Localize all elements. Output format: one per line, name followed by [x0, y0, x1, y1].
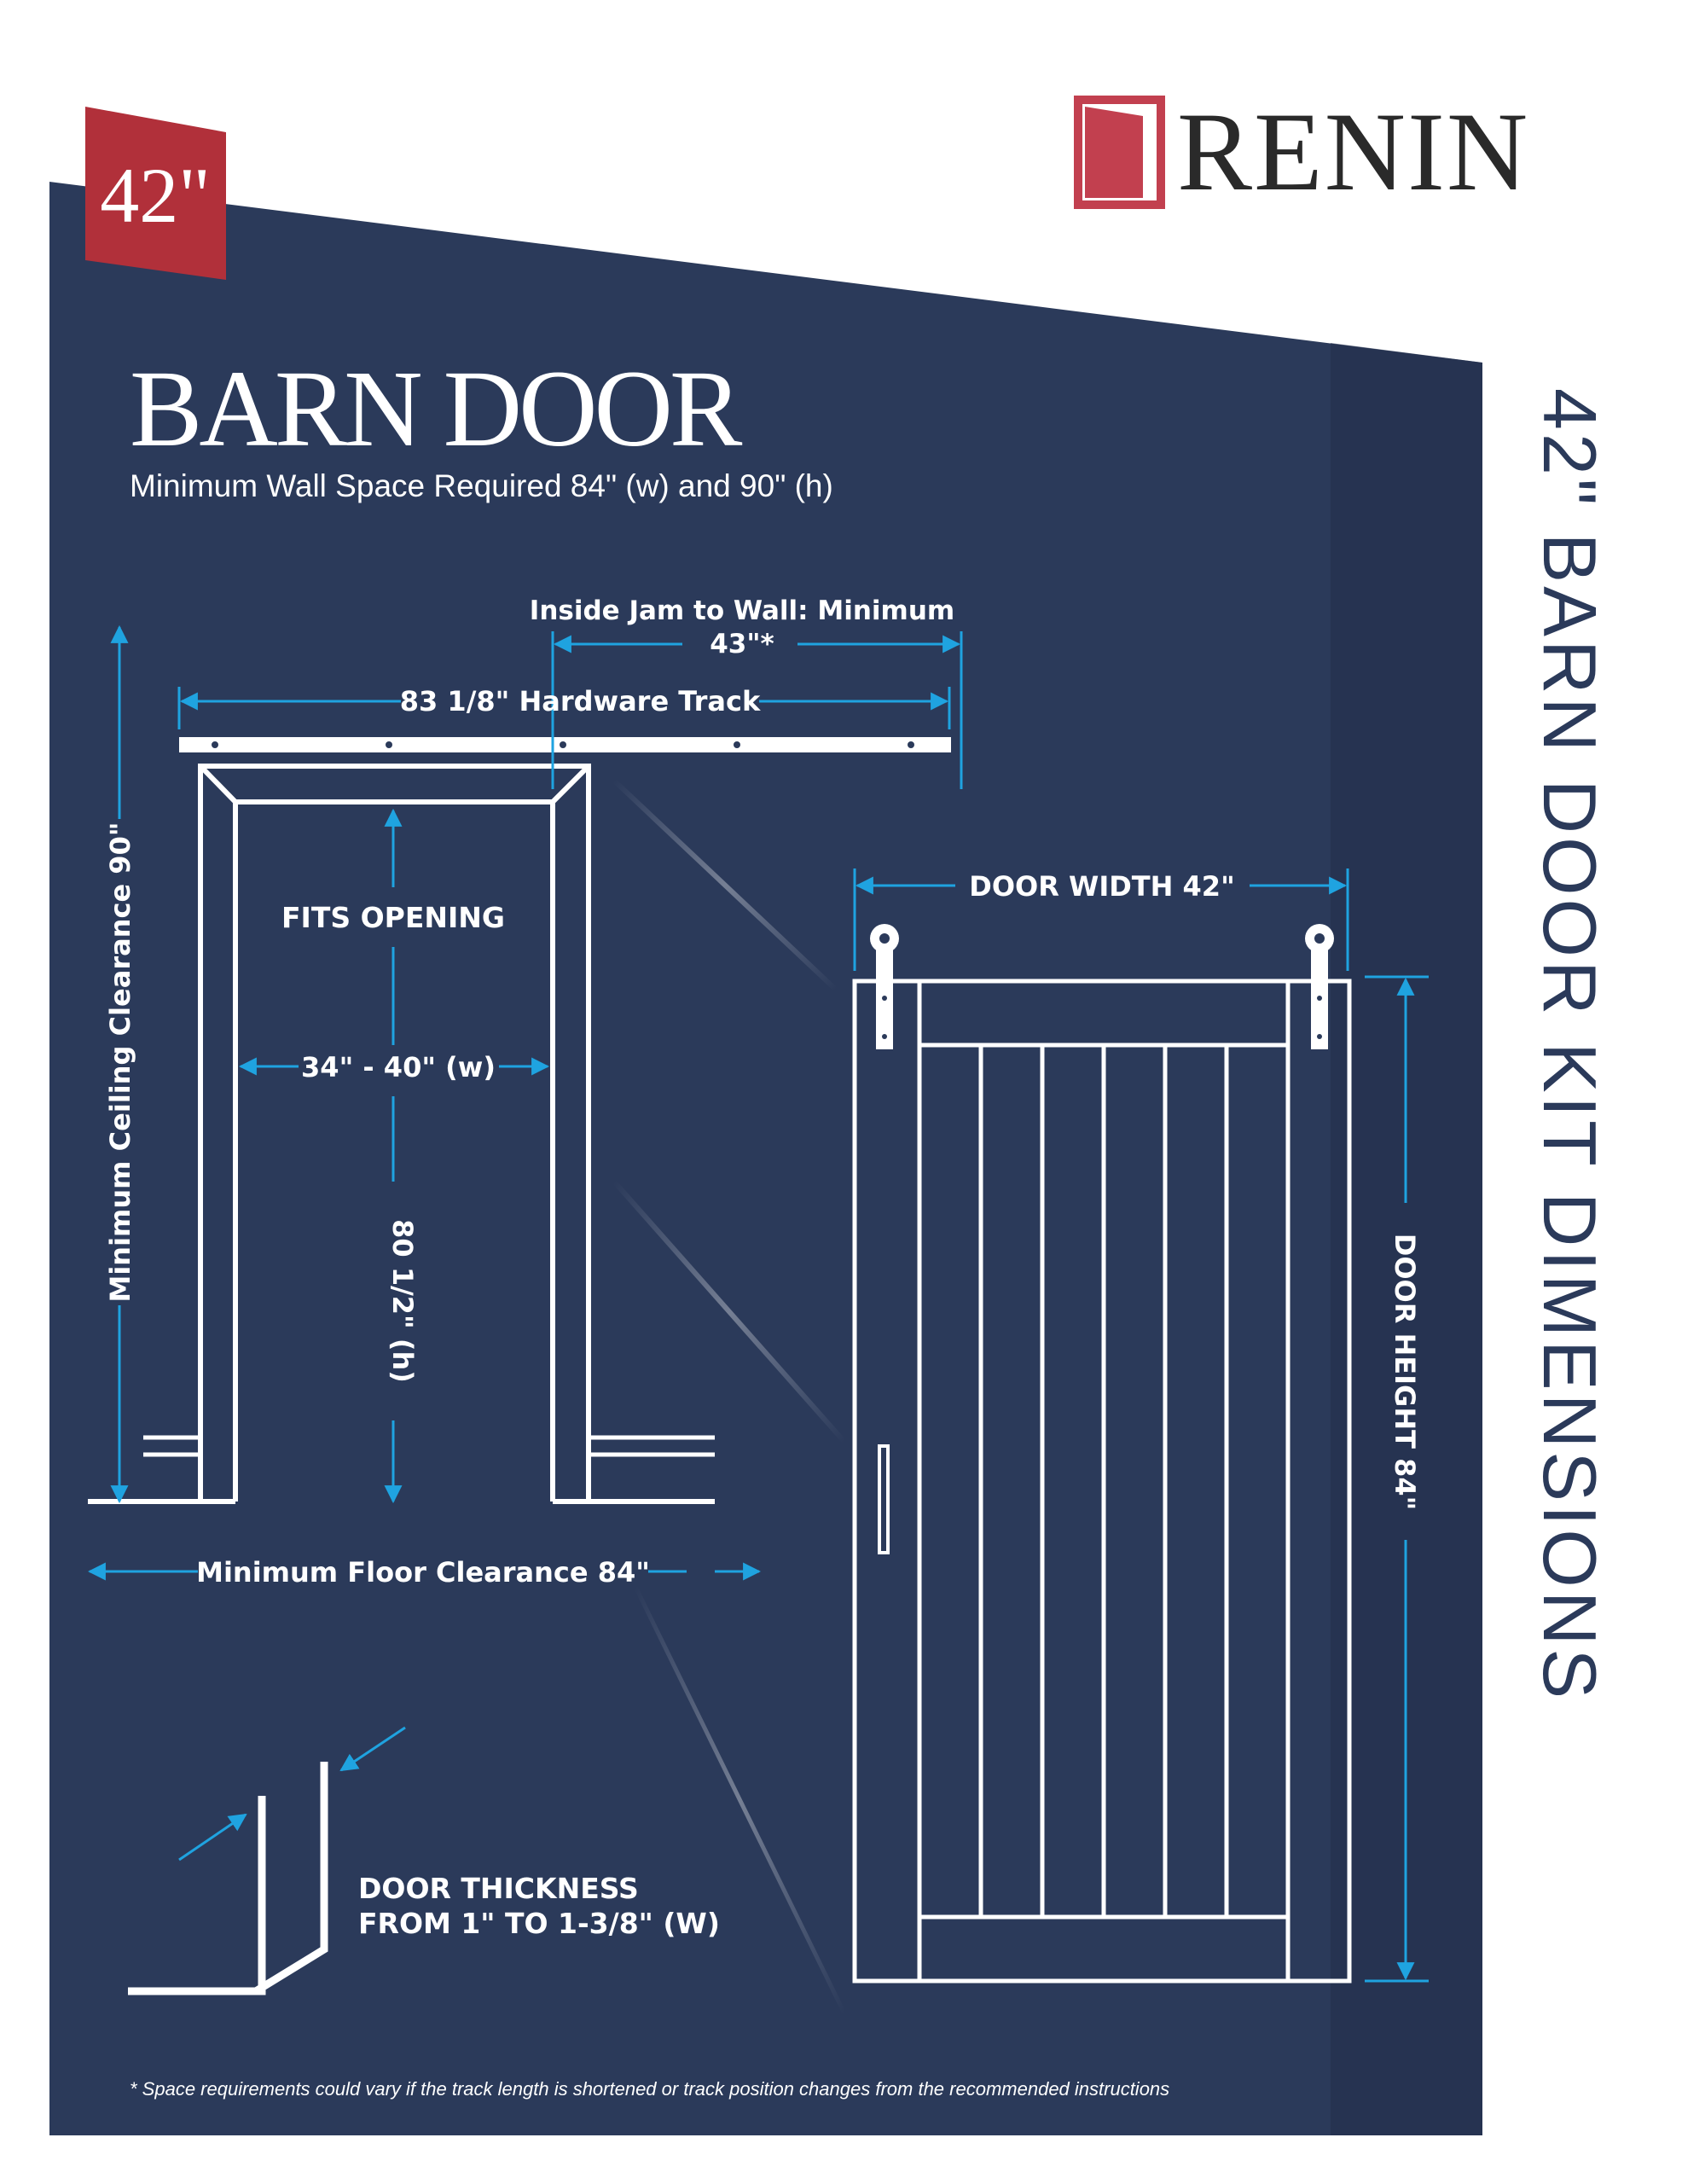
- page-title: BARN DOOR: [130, 348, 740, 469]
- inside-jam-label: Inside Jam to Wall: Minimum: [529, 595, 955, 626]
- hardware-track: [179, 737, 951, 752]
- floor-clearance-label: Minimum Floor Clearance 84": [196, 1556, 650, 1589]
- door-height-label: DOOR HEIGHT 84": [1389, 1233, 1421, 1511]
- door-thickness-label: DOOR THICKNESS: [358, 1872, 639, 1905]
- opening-width-label: 34" - 40" (w): [301, 1051, 496, 1083]
- page-subtitle: Minimum Wall Space Required 84" (w) and 90" (h): [130, 468, 833, 503]
- size-badge-label: 42": [100, 152, 211, 239]
- hardware-track-label: 83 1/8" Hardware Track: [399, 685, 761, 717]
- ceiling-clearance-label: Minimum Ceiling Clearance 90": [104, 822, 136, 1303]
- size-badge: [85, 107, 226, 280]
- opening-height-label: 80 1/2" (h): [386, 1219, 419, 1383]
- fits-opening-label: FITS OPENING: [281, 901, 505, 934]
- brand-name: RENIN: [1177, 89, 1530, 214]
- brand-logo: [1078, 89, 1529, 214]
- inside-jam-value: 43"*: [710, 629, 774, 659]
- door-width-label: DOOR WIDTH 42": [969, 870, 1235, 903]
- side-title: 42" BARN DOOR KIT DIMENSIONS: [1528, 388, 1612, 1703]
- footnote: * Space requirements could vary if the track length is shortened or track position changes from the recommended instructions: [130, 2078, 1170, 2100]
- door-thickness-range: FROM 1" TO 1-3/8" (W): [358, 1907, 720, 1940]
